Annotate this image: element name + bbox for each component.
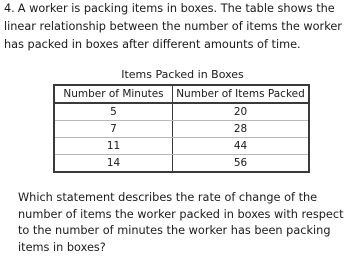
question-text: Which statement describes the rate of change of the number of items the worker packed in boxes with respect to the number of minutes the worker has been packing items in boxes? [18, 191, 344, 254]
header-items-packed: Number of Items Packed [173, 85, 310, 103]
problem-number: 4. [4, 2, 15, 15]
cell-items: 44 [173, 138, 310, 155]
table-row [54, 103, 309, 121]
table-title: Items Packed in Boxes [121, 68, 244, 81]
problem-text: A worker is packing items in boxes. The table shows the linear relationship between the number of items the worker has packed in boxes after different amounts of time. [4, 2, 342, 51]
table-row [54, 138, 309, 155]
cell-minutes: 7 [54, 121, 173, 138]
cell-items: 28 [173, 121, 310, 138]
cell-minutes: 5 [54, 103, 173, 121]
table-row [54, 155, 309, 173]
problem-statement [4, 0, 348, 54]
cell-items: 56 [173, 155, 310, 173]
table-header-row [54, 85, 309, 103]
items-packed-table-block [53, 67, 310, 173]
cell-minutes: 14 [106, 157, 121, 169]
items-packed-table [53, 84, 310, 173]
header-minutes: Number of Minutes [54, 85, 173, 103]
cell-minutes: 11 [54, 138, 173, 155]
table-row [54, 121, 309, 138]
cell-items: 20 [173, 103, 310, 121]
